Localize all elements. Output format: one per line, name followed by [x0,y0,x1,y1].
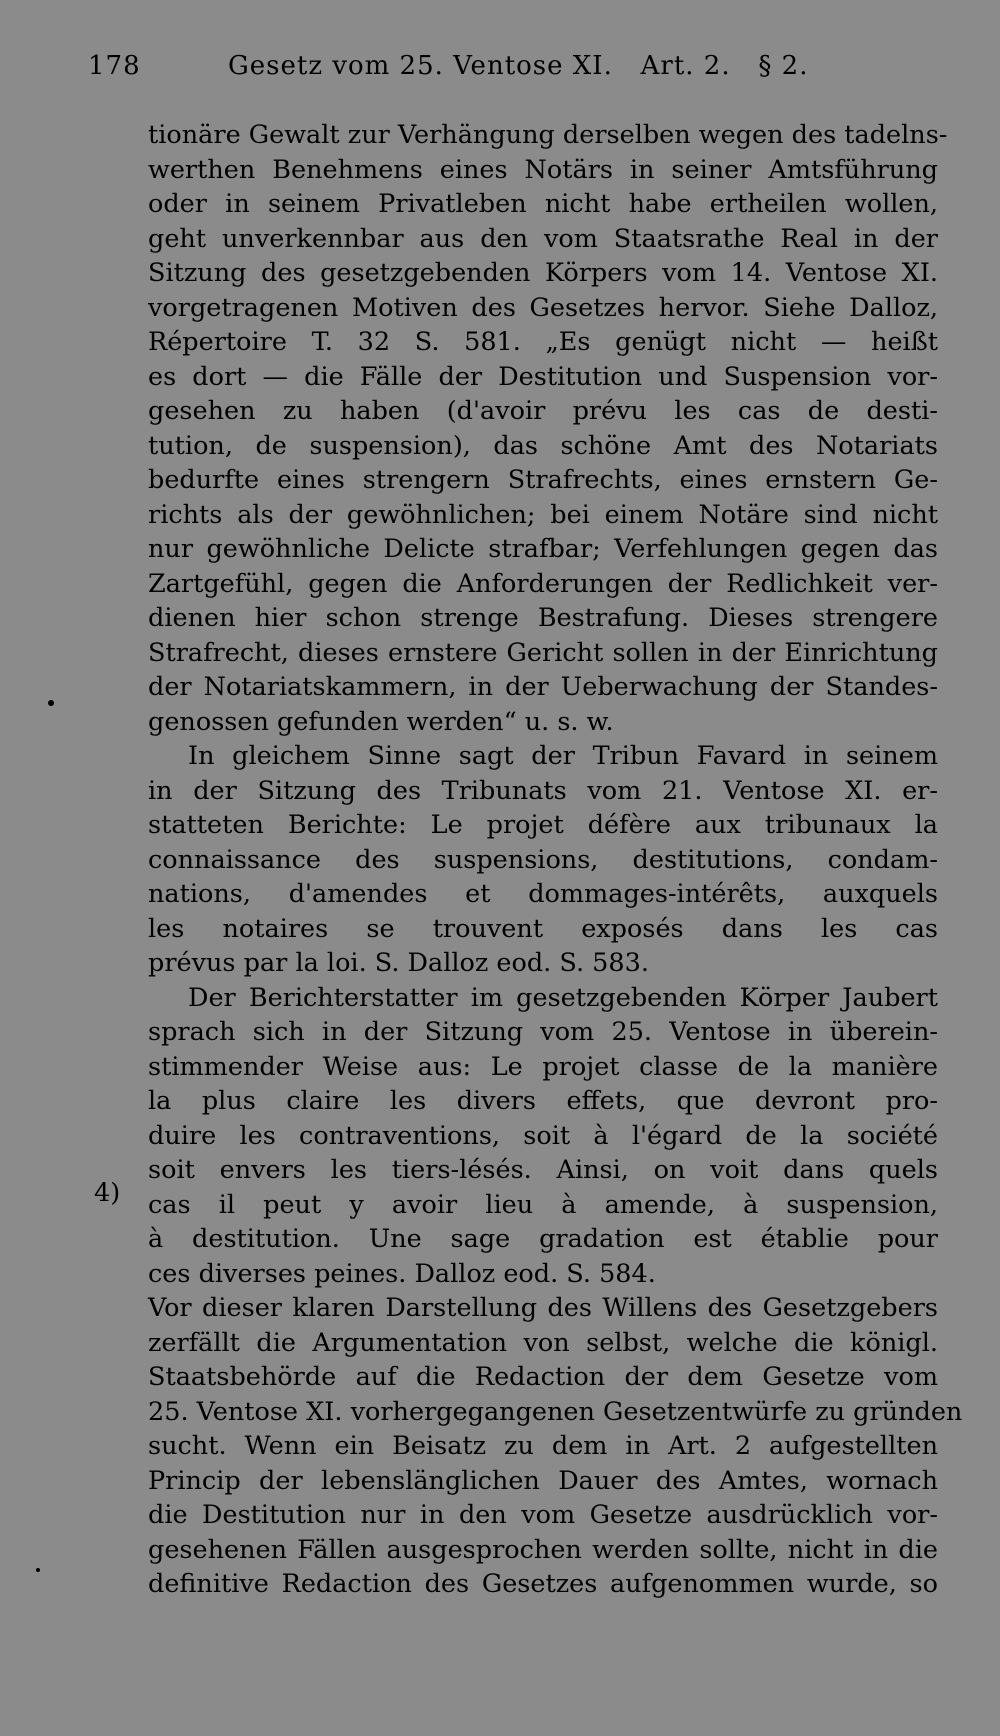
text-line: nations, d'amendes et dommages-intérêts, auxquels [148,879,938,909]
text-line: sucht. Wenn ein Beisatz zu dem in Art. 2 aufgestellten [148,1431,938,1461]
text-line: oder in seinem Privatleben nicht habe ertheilen wollen, [148,189,938,219]
text-line: zerfällt die Argumentation von selbst, welche die königl. [148,1327,938,1358]
text-line: definitive Redaction des Gesetzes aufgenommen wurde, so [148,1569,938,1599]
text-line: die Destitution nur in den vom Gesetze ausdrücklich vor- [148,1500,938,1530]
text-line: tionäre Gewalt zur Verhängung derselben wegen des tadelns- [148,120,948,150]
text-line: duire les contraventions, soit à l'égard de la société [148,1120,938,1151]
text-line: werthen Benehmens eines Notärs in seiner Amtsführung [148,154,938,185]
text-line: dienen hier schon strenge Bestrafung. Dieses strengere [148,603,938,633]
text-line: bedurfte eines strengern Strafrechts, eines ernstern Ge- [148,465,938,495]
text-line: sprach sich in der Sitzung vom 25. Ventose in überein- [148,1017,938,1047]
text-line: genossen gefunden werden“ u. s. w. [148,706,614,737]
ink-speck [36,1568,40,1572]
text-line: es dort — die Fälle der Destitution und Suspension vor- [148,361,938,392]
text-line: prévus par la loi. S. Dalloz eod. S. 583. [148,948,649,978]
text-line: cas il peut y avoir lieu à amende, à suspension, [148,1189,938,1220]
text-line: vorgetragenen Motiven des Gesetzes hervor. Siehe Dalloz, [148,292,938,323]
text-line: Staatsbehörde auf die Redaction der dem Gesetze vom [148,1362,938,1392]
text-line: Répertoire T. 32 S. 581. „Es genügt nicht — heißt [148,327,938,357]
text-line: In gleichem Sinne sagt der Tribun Favard in seinem [188,741,938,771]
text-line: connaissance des suspensions, destitutions, condam- [148,844,938,875]
text-line: Princip der lebenslänglichen Dauer des Amtes, wornach [148,1465,938,1496]
text-line: stimmender Weise aus: Le projet classe de la manière [148,1051,938,1082]
text-line: Der Berichterstatter im gesetzgebenden Körper Jaubert [188,982,938,1013]
text-line: geht unverkennbar aus den vom Staatsrathe Real in der [148,223,938,254]
text-line: Sitzung des gesetzgebenden Körpers vom 14. Ventose XI. [148,258,938,288]
body-text [148,118,963,1602]
text-line: les notaires se trouvent exposés dans les cas [148,913,938,944]
text-line: 25. Ventose XI. vorhergegangenen Gesetzentwürfe zu gründen [148,1396,963,1427]
footnote-marker: 4) [94,1178,121,1208]
text-line: gesehenen Fällen ausgesprochen werden sollte, nicht in die [148,1534,938,1565]
text-line: gesehen zu haben (d'avoir prévu les cas de desti- [148,396,938,426]
text-line: à destitution. Une sage gradation est établie pour [148,1224,938,1254]
running-title: Gesetz vom 25. Ventose XI. Art. 2. § 2. [228,51,809,81]
text-line: ces diverses peines. Dalloz eod. S. 584. [148,1258,656,1289]
text-line: soit envers les tiers-lésés. Ainsi, on voit dans quels [148,1155,938,1185]
page-number: 178 [88,51,141,81]
text-line: nur gewöhnliche Delicte strafbar; Verfehlungen gegen das [148,534,938,564]
text-line: der Notariatskammern, in der Ueberwachung der Standes- [148,672,938,702]
text-line: tution, de suspension), das schöne Amt des Notariats [148,430,938,461]
text-line: statteten Berichte: Le projet défère aux tribunaux la [148,810,938,840]
text-line: in der Sitzung des Tribunats vom 21. Ventose XI. er- [148,775,938,806]
text-line: Zartgefühl, gegen die Anforderungen der Redlichkeit ver- [148,568,938,599]
ink-speck [48,700,54,706]
text-line: Vor dieser klaren Darstellung des Willens des Gesetzgebers [148,1293,938,1323]
text-line: Strafrecht, dieses ernstere Gericht sollen in der Einrichtung [148,637,938,668]
text-line: la plus claire les divers effets, que devront pro- [148,1086,938,1116]
text-line: richts als der gewöhnlichen; bei einem Notäre sind nicht [148,499,938,530]
